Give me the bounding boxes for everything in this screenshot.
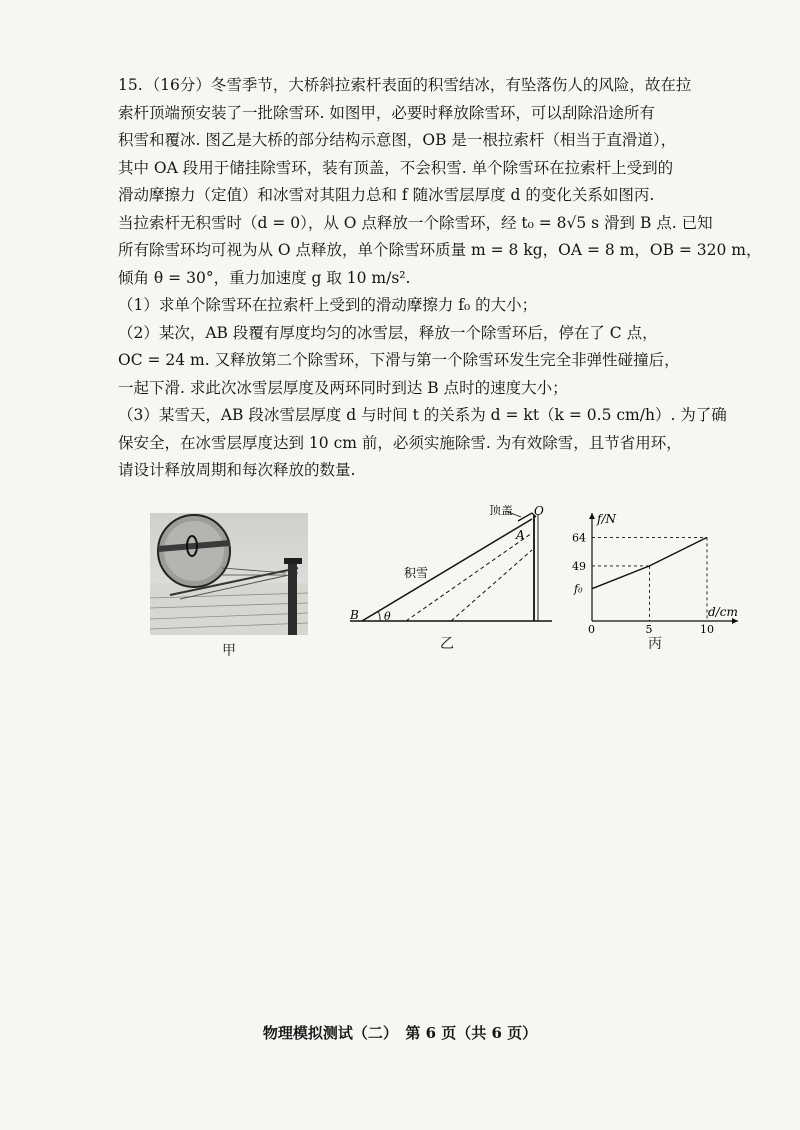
x-tick-10: 10 (700, 623, 714, 635)
cable-schematic (346, 505, 556, 627)
label-O: O (534, 505, 544, 518)
figure-jia (150, 513, 308, 659)
label-theta: θ (384, 610, 391, 623)
theta-arc (378, 611, 380, 621)
series-line-f (592, 537, 707, 588)
page-footer: 物理模拟测试（二） 第 6 页（共 6 页） (262, 1024, 538, 1042)
figure-bing (570, 505, 745, 655)
problem-line-7: 倾角 θ = 30°，重力加速度 g 取 10 m/s². (118, 268, 411, 287)
figure-jia-caption: 甲 (222, 643, 236, 659)
sub-question-2b: OC = 24 m. 又释放第二个除雪环，下滑与第一个除雪环发生完全非弹性碰撞后， (118, 351, 680, 369)
cable-OB (362, 519, 532, 621)
label-A: A (516, 528, 525, 542)
label-snow: 积雪 (404, 566, 429, 580)
sub-question-3c: 请设计释放周期和每次释放的数量. (118, 461, 356, 479)
y-tick-f0: f₀ (574, 582, 583, 596)
problem-15 (118, 72, 762, 485)
y-tick-64: 64 (572, 531, 586, 545)
figure-bing-caption: 丙 (648, 636, 662, 652)
y-axis-label: f/N (597, 512, 616, 526)
problem-line-2: 积雪和覆冰. 图乙是大桥的部分结构示意图，OB 是一根拉索杆（相当于直滑道）， (118, 131, 677, 149)
x-tick-5: 5 (645, 623, 653, 635)
problem-line-1: 索杆顶端预安装了一批除雪环. 如图甲，必要时释放除雪环，可以刮除沿途所有 (118, 103, 655, 122)
x-axis-label: d/cm (708, 605, 738, 619)
problem-line-5: 当拉索杆无积雪时（d = 0），从 O 点释放一个除雪环，经 t₀ = 8√5 s 滑到 B 点. 已知 (118, 213, 713, 232)
bridge-photo (150, 513, 308, 635)
problem-line-3: 其中 OA 段用于储挂除雪环，装有顶盖，不会积雪. 单个除雪环在拉索杆上受到的 (118, 158, 674, 177)
figures-row (150, 505, 738, 659)
label-cover: 顶盖 (489, 505, 514, 517)
sub-question-3a: （3）某雪天，AB 段冰雪层厚度 d 与时间 t 的关系为 d = kt（k = 0.5 cm/h）. 为了确 (118, 406, 727, 424)
figure-yi (346, 505, 556, 655)
problem-first-line (118, 72, 743, 100)
sub-question-2c: 一起下滑. 求此次冰雪层厚度及两环同时到达 B 点时的速度大小； (118, 378, 568, 397)
problem-line-4: 滑动摩擦力（定值）和冰雪对其阻力总和 f 随冰雪层厚度 d 的变化关系如图丙. (118, 186, 655, 204)
question-number: 15. (118, 76, 143, 94)
y-tick-49: 49 (572, 559, 586, 573)
problem-line-0: 冬雪季节，大桥斜拉索杆表面的积雪结冰，有坠落伤人的风险，故在拉 (210, 76, 692, 94)
x-tick-0: 0 (588, 623, 595, 635)
question-points: （16分） (144, 76, 211, 94)
problem-line-6: 所有除雪环均可视为从 O 点释放，单个除雪环质量 m = 8 kg，OA = 8 m，OB = 320 m， (118, 241, 762, 259)
label-B: B (350, 608, 359, 622)
sub-question-1: （1）求单个除雪环在拉索杆上受到的滑动摩擦力 f₀ 的大小； (118, 296, 538, 314)
f-d-chart (570, 505, 745, 635)
sub-question-3b: 保安全，在冰雪层厚度达到 10 cm 前，必须实施除雪. 为有效除雪，且节省用环， (118, 433, 682, 452)
sub-question-2a: （2）某次，AB 段覆有厚度均匀的冰雪层，释放一个除雪环后，停在了 C 点， (118, 323, 658, 342)
figure-yi-caption: 乙 (440, 636, 454, 652)
